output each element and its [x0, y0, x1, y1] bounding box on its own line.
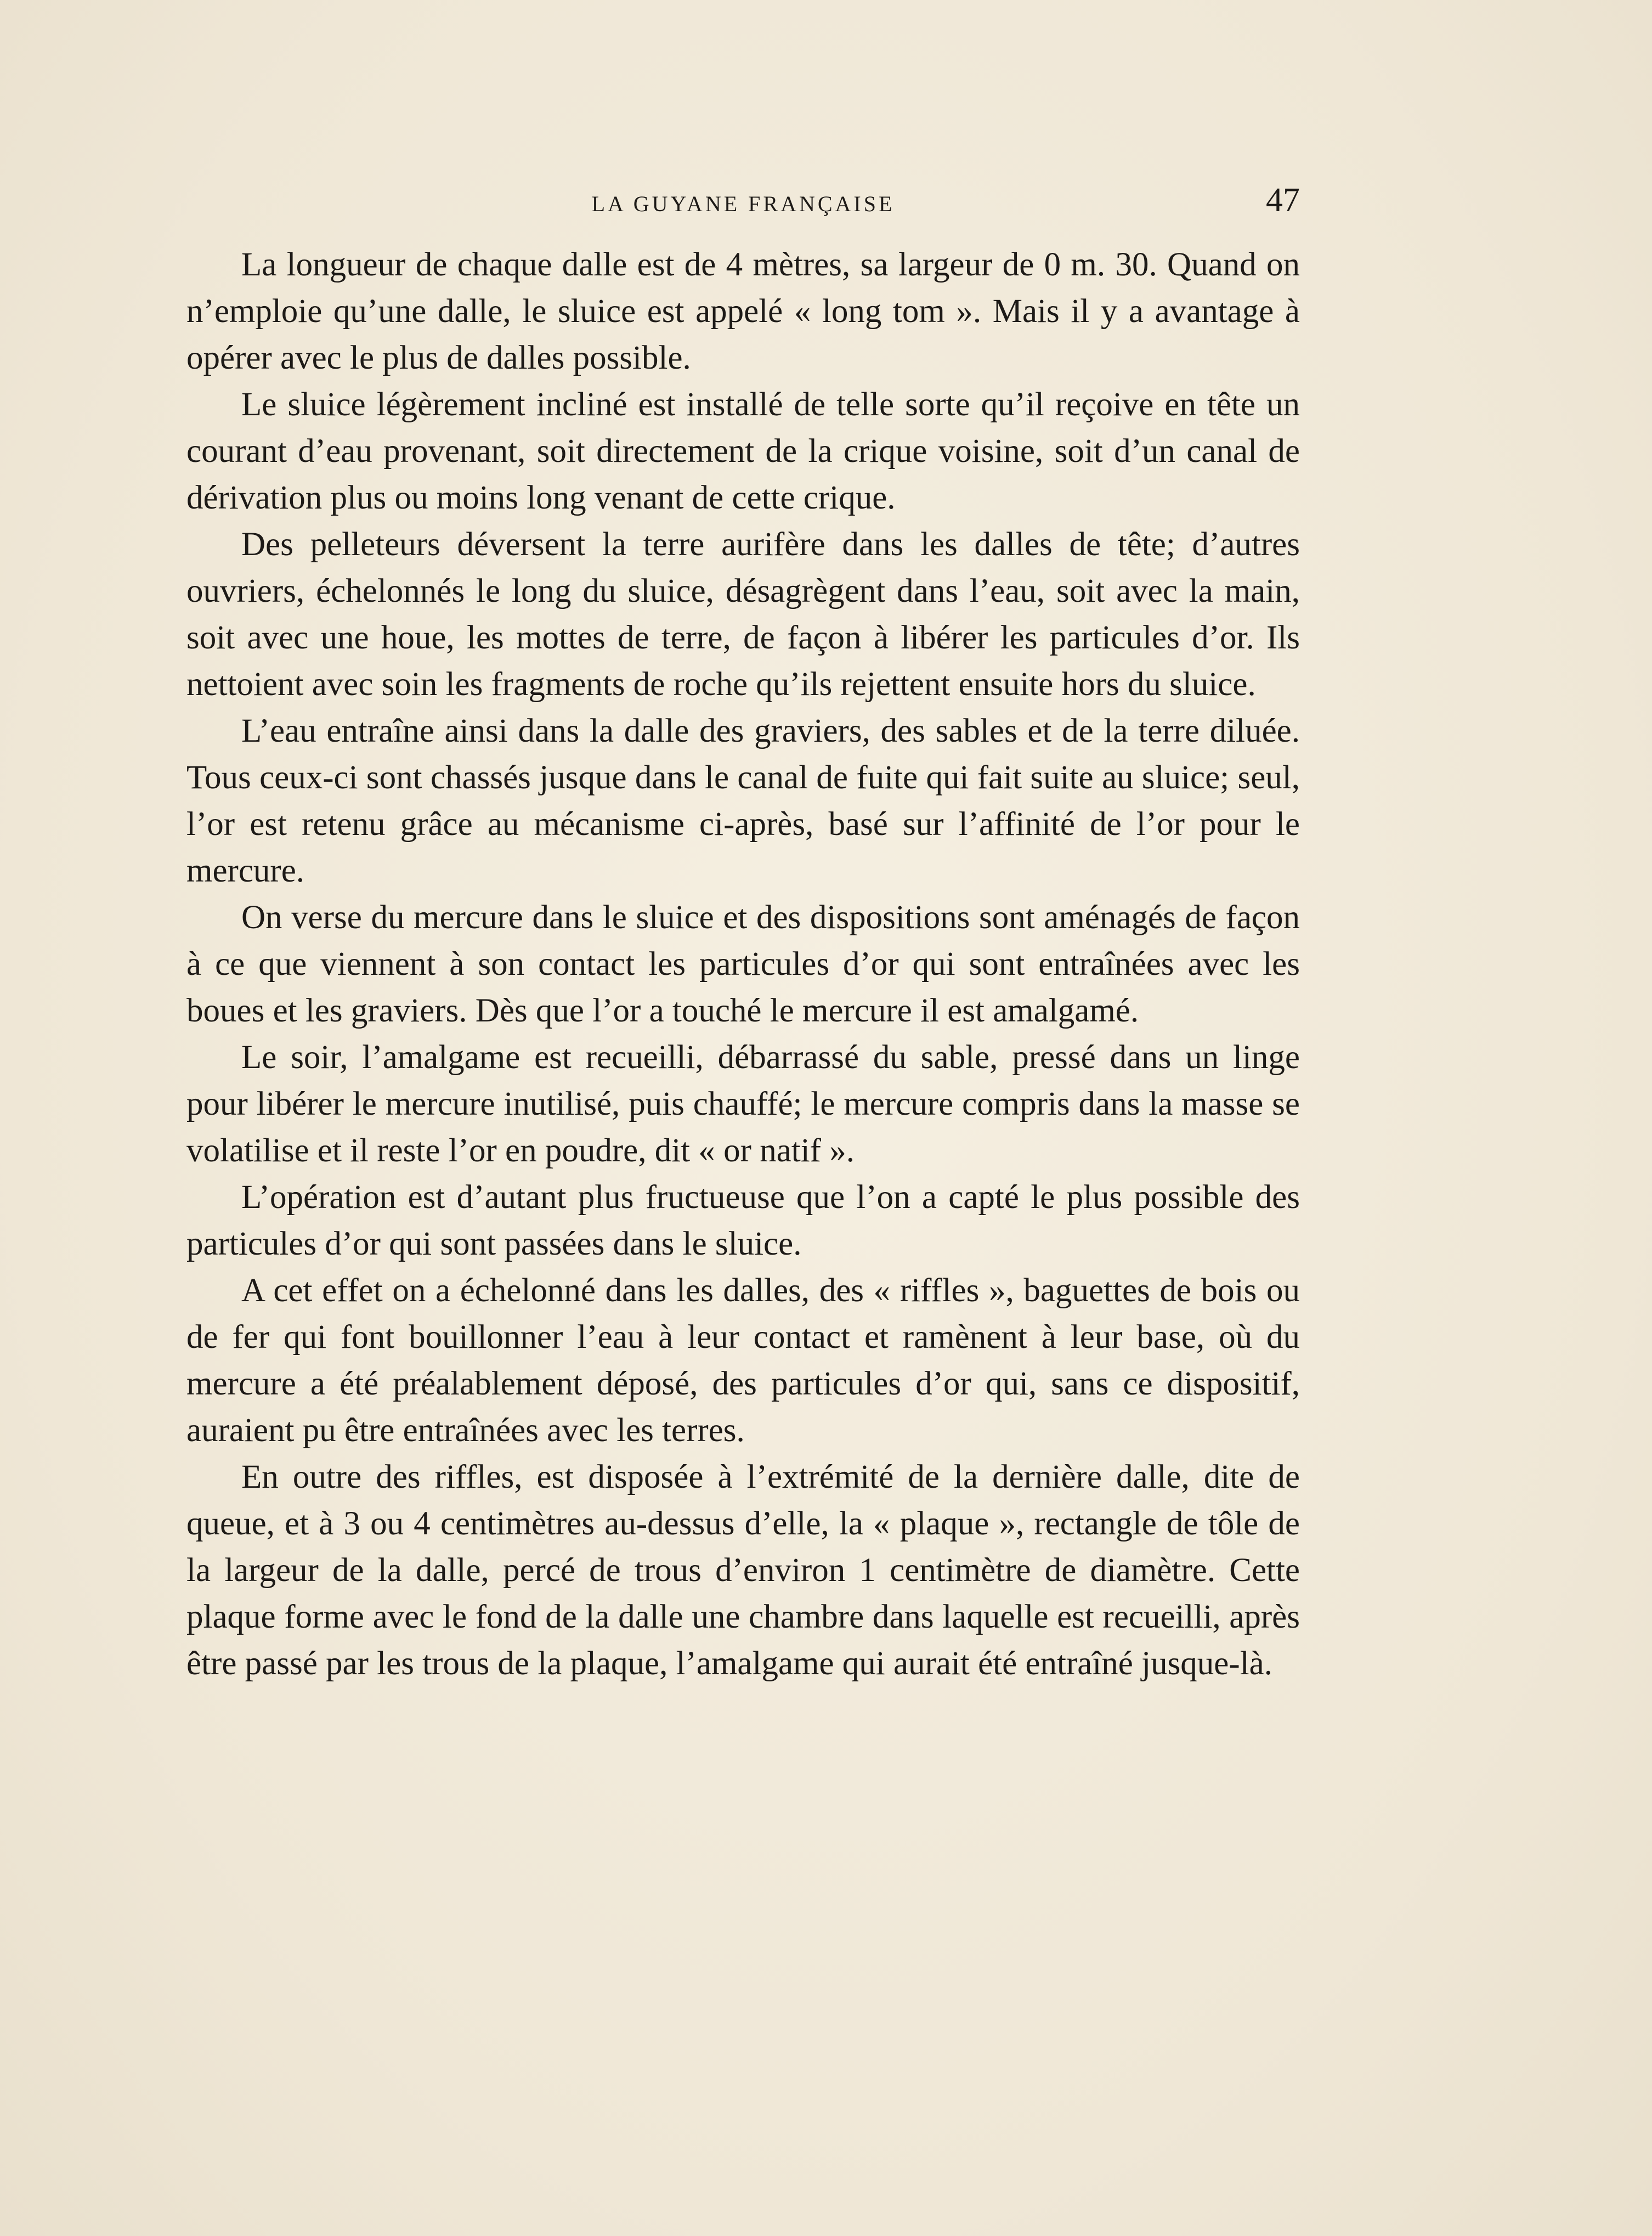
body-text — [186, 241, 1300, 1687]
page-number: 47 — [1266, 182, 1300, 219]
page-header — [186, 181, 1300, 225]
running-title: LA GUYANE FRANÇAISE — [591, 191, 895, 216]
paragraph: La longueur de chaque dalle est de 4 mètres, sa largeur de 0 m. 30. Quand on n’emploie qu’une dalle, le sluice est appelé « long tom ». Mais il y a avantage à opérer avec le plus de dalles possible. — [186, 246, 1300, 376]
paragraph: Des pelleteurs déversent la terre aurifère dans les dalles de tête; d’autres ouvriers, échelonnés le long du sluice, désagrègent dans l’eau, soit avec la main, soit avec une houe, les mottes de terre, de façon à libérer les particules d’or. Ils nettoient avec soin les fragments de roche qu’ils rejettent ensuite hors du sluice. — [186, 526, 1300, 703]
paragraph: L’opération est d’autant plus fructueuse que l’on a capté le plus possible des particules d’or qui sont passées dans le sluice. — [186, 1179, 1300, 1262]
paragraph: On verse du mercure dans le sluice et des dispositions sont aménagés de façon à ce que viennent à son contact les particules d’or qui sont entraînées avec les boues et les graviers. Dès que l’or a touché le mercure il est amalgamé. — [186, 899, 1300, 1029]
paragraph: Le sluice légèrement incliné est installé de telle sorte qu’il reçoive en tête un courant d’eau provenant, soit directement de la crique voisine, soit d’un canal de dérivation plus ou moins long venant de cette crique. — [186, 386, 1300, 516]
paragraph: L’eau entraîne ainsi dans la dalle des graviers, des sables et de la terre diluée. Tous ceux-ci sont chassés jusque dans le canal de fuite qui fait suite au sluice; seul, l’or est retenu grâce au mécanisme ci-après, basé sur l’affinité de l’or pour le mercure. — [186, 713, 1300, 889]
paragraph: A cet effet on a échelonné dans les dalles, des « riffles », baguettes de bois ou de fer qui font bouillonner l’eau à leur contact et ramènent à leur base, où du mercure a été préalablement déposé, des particules d’or qui, sans ce dispositif, auraient pu être entraînées avec les terres. — [186, 1272, 1300, 1449]
paragraph: En outre des riffles, est disposée à l’extrémité de la dernière dalle, dite de queue, et à 3 ou 4 centimètres au-dessus d’elle, la « plaque », rectangle de tôle de la largeur de la dalle, percé de trous d’environ 1 centimètre de diamètre. Cette plaque forme avec le fond de la dalle une chambre dans laquelle est recueilli, après être passé par les trous de la plaque, l’amalgame qui aurait été entraîné jusque-là. — [186, 1459, 1300, 1682]
paragraph: Le soir, l’amalgame est recueilli, débarrassé du sable, pressé dans un linge pour libérer le mercure inutilisé, puis chauffé; le mercure compris dans la masse se volatilise et il reste l’or en poudre, dit « or natif ». — [186, 1039, 1300, 1169]
